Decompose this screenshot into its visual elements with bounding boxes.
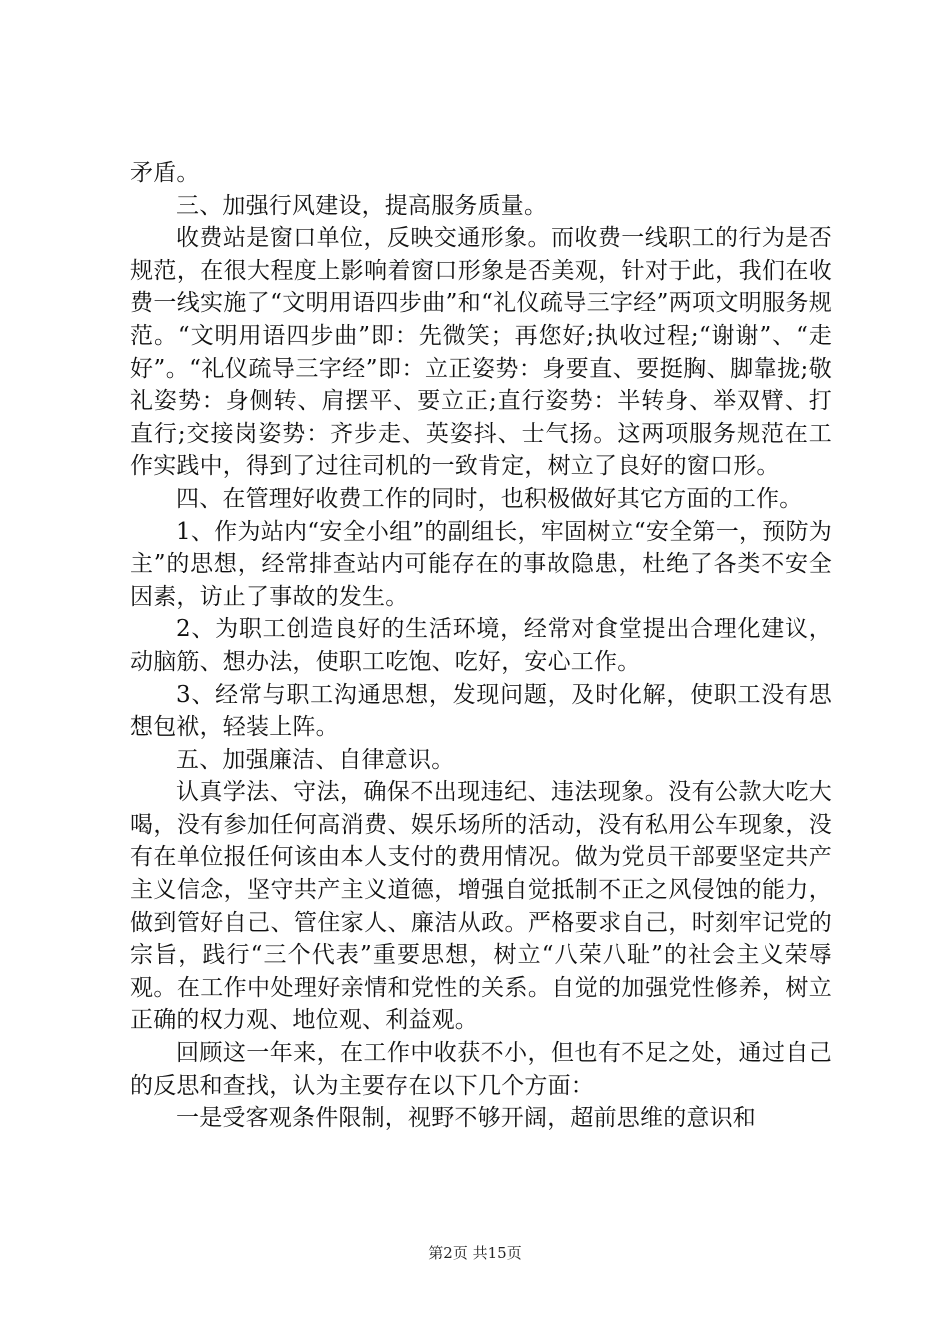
section-heading: 三、加强行风建设，提高服务质量。 — [176, 192, 548, 219]
list-item: 1、作为站内“安全小组”的副组长，牢固树立“安全第一，预防为主”的思想，经常排查站内可能存在的事故隐患，杜绝了各类不安全因素，访止了事故的发生。 — [130, 518, 832, 610]
section-heading: 四、在管理好收费工作的同时，也积极做好其它方面的工作。 — [176, 485, 803, 512]
list-item: 3、经常与职工沟通思想，发现问题，及时化解，使职工没有思想包袱，轻装上阵。 — [130, 681, 832, 741]
list-item: 2、为职工创造良好的生活环境，经常对食堂提出合理化建议，动脑筋、想办法，使职工吃饱、吃好，安心工作。 — [130, 616, 832, 675]
document-body — [130, 157, 832, 1135]
paragraph: 回顾这一年来，在工作中收获不小，但也有不足之处，通过自己的反思和查找，认为主要存在以下几个方面： — [130, 1040, 832, 1099]
page-number-footer: 第2页 共15页 — [428, 1244, 522, 1262]
section-heading: 五、加强廉洁、自律意识。 — [176, 746, 455, 773]
paragraph: 认真学法、守法，确保不出现违纪、违法现象。没有公款大吃大喝，没有参加任何高消费、娱乐场所的活动，没有私用公车现象，没有在单位报任何该由本人支付的费用情况。做为党员干部要坚定共产主义信念，坚守共产主义道德，增强自觉抵制不正之风侵蚀的能力，做到管好自己、管住家人、廉洁从政。严格要求自己，时刻牢记党的宗旨，践行“三个代表”重要思想，树立“八荣八耻”的社会主义荣辱观。在工作中处理好亲情和党性的关系。自觉的加强党性修养，树立正确的权力观、地位观、利益观。 — [130, 779, 832, 1034]
paragraph: 矛盾。 — [130, 160, 200, 186]
paragraph: 一是受客观条件限制，视野不够开阔，超前思维的意识和 — [176, 1105, 756, 1132]
paragraph: 收费站是窗口单位，反映交通形象。而收费一线职工的行为是否规范，在很大程度上影响着窗口形象是否美观，针对于此，我们在收费一线实施了“文明用语四步曲”和“礼仪疏导三字经”两项文明服务规范。“文明用语四步曲”即：先微笑；再您好;执收过程;“谢谢”、“走好”。“礼仪疏导三字经”即：立正姿势：身要直、要挺胸、脚靠拢;敬礼姿势：身侧转、肩摆平、要立正;直行姿势：半转身、举双臂、打直行;交接岗姿势：齐步走、英姿抖、士气扬。这两项服务规范在工作实践中，得到了过往司机的一致肯定，树立了良好的窗口形。 — [130, 225, 832, 480]
